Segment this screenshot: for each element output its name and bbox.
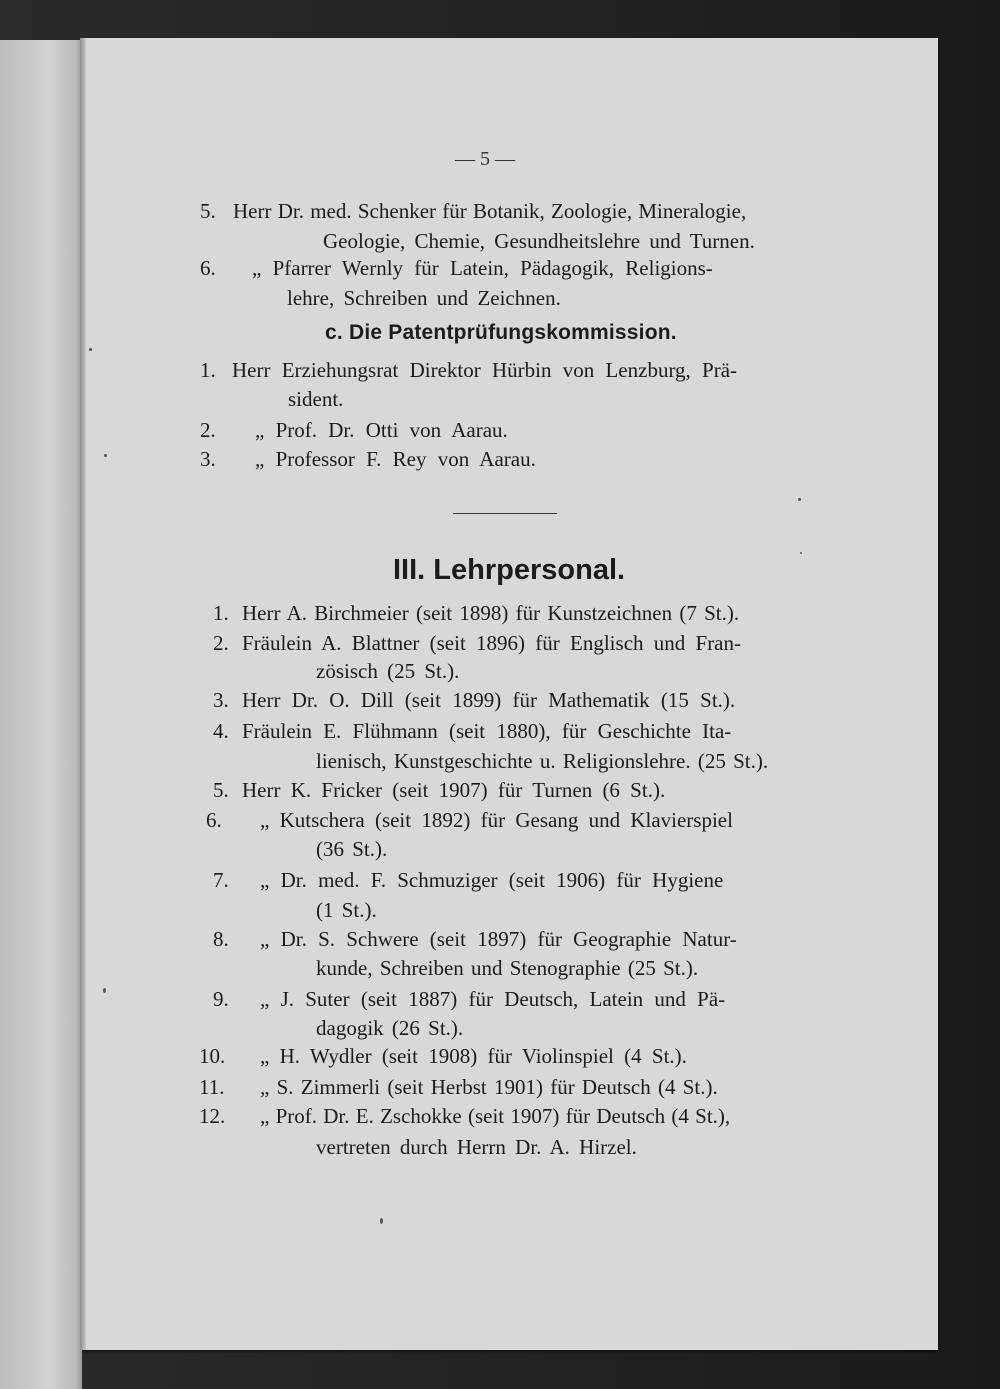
list-item-line: „ H. Wydler (seit 1908) für Violinspiel (4 St.). bbox=[260, 1044, 687, 1068]
section-divider bbox=[453, 513, 557, 514]
list-number: 6. bbox=[206, 808, 222, 832]
list-number: 11. bbox=[199, 1075, 225, 1099]
list-item-line: „ Professor F. Rey von Aarau. bbox=[255, 447, 536, 471]
list-item-line: „ Dr. S. Schwere (seit 1897) für Geographie Natur- bbox=[260, 927, 737, 951]
list-item-line: Herr Dr. O. Dill (seit 1899) für Mathematik (15 St.). bbox=[242, 688, 736, 712]
list-item-line: „ Prof. Dr. Otti von Aarau. bbox=[255, 418, 508, 442]
list-number: 7. bbox=[213, 868, 229, 892]
dust-speck bbox=[89, 348, 92, 351]
list-item-line: sident. bbox=[288, 387, 344, 411]
list-number: 1. bbox=[213, 601, 229, 625]
list-number: 8. bbox=[213, 927, 229, 951]
list-number: 9. bbox=[213, 987, 229, 1011]
list-item-line: „ S. Zimmerli (seit Herbst 1901) für Deutsch (4 St.). bbox=[260, 1075, 718, 1099]
list-item-line: lehre, Schreiben und Zeichnen. bbox=[287, 286, 561, 310]
list-item-line: vertreten durch Herrn Dr. A. Hirzel. bbox=[316, 1135, 637, 1159]
list-item-line: Fräulein E. Flühmann (seit 1880), für Geschichte Ita- bbox=[242, 719, 732, 743]
dust-speck bbox=[104, 454, 107, 457]
list-item-line: Herr Erziehungsrat Direktor Hürbin von Lenzburg, Prä- bbox=[232, 358, 738, 382]
list-item-line: Herr A. Birchmeier (seit 1898) für Kunstzeichnen (7 St.). bbox=[242, 601, 740, 625]
section-heading: c. Die Patentprüfungskommission. bbox=[325, 321, 677, 344]
list-number: 2. bbox=[213, 631, 229, 655]
dust-speck bbox=[380, 1218, 383, 1224]
list-item-line: dagogik (26 St.). bbox=[316, 1016, 464, 1040]
list-item-line: kunde, Schreiben und Stenographie (25 St.). bbox=[316, 956, 699, 980]
dust-speck bbox=[798, 498, 801, 501]
list-number: 12. bbox=[199, 1104, 226, 1128]
section-heading: III. Lehrpersonal. bbox=[393, 554, 626, 586]
page-number: — 5 — bbox=[455, 148, 515, 170]
list-item-line: „ Dr. med. F. Schmuziger (seit 1906) für Hygiene bbox=[260, 868, 724, 892]
list-number: 1. bbox=[200, 358, 216, 382]
list-item-line: zösisch (25 St.). bbox=[316, 659, 460, 683]
list-number: 6. bbox=[200, 256, 216, 280]
list-item-line: Fräulein A. Blattner (seit 1896) für Englisch und Fran- bbox=[242, 631, 741, 655]
list-number: 5. bbox=[213, 778, 229, 802]
list-number: 5. bbox=[200, 199, 216, 223]
list-item-line: „ J. Suter (seit 1887) für Deutsch, Latein und Pä- bbox=[260, 987, 726, 1011]
left-page-edge bbox=[0, 40, 82, 1389]
list-item-line: „ Prof. Dr. E. Zschokke (seit 1907) für Deutsch (4 St.), bbox=[260, 1104, 731, 1128]
list-number: 3. bbox=[200, 447, 216, 471]
list-item-line: lienisch, Kunstgeschichte u. Religionslehre. (25 St.). bbox=[316, 749, 769, 773]
book-gutter bbox=[80, 38, 86, 1350]
list-item-line: (1 St.). bbox=[316, 898, 377, 922]
dust-speck bbox=[103, 988, 106, 993]
list-number: 2. bbox=[200, 418, 216, 442]
list-item-line: „ Kutschera (seit 1892) für Gesang und Klavierspiel bbox=[260, 808, 733, 832]
list-number: 3. bbox=[213, 688, 229, 712]
list-item-line: (36 St.). bbox=[316, 837, 388, 861]
list-item-line: „ Pfarrer Wernly für Latein, Pädagogik, Religions- bbox=[252, 256, 713, 280]
dust-speck bbox=[800, 552, 802, 554]
list-item-line: Herr K. Fricker (seit 1907) für Turnen (6 St.). bbox=[242, 778, 666, 802]
list-number: 10. bbox=[199, 1044, 226, 1068]
list-item-line: Herr Dr. med. Schenker für Botanik, Zoologie, Mineralogie, bbox=[233, 199, 747, 223]
list-number: 4. bbox=[213, 719, 229, 743]
list-item-line: Geologie, Chemie, Gesundheitslehre und Turnen. bbox=[323, 229, 755, 253]
